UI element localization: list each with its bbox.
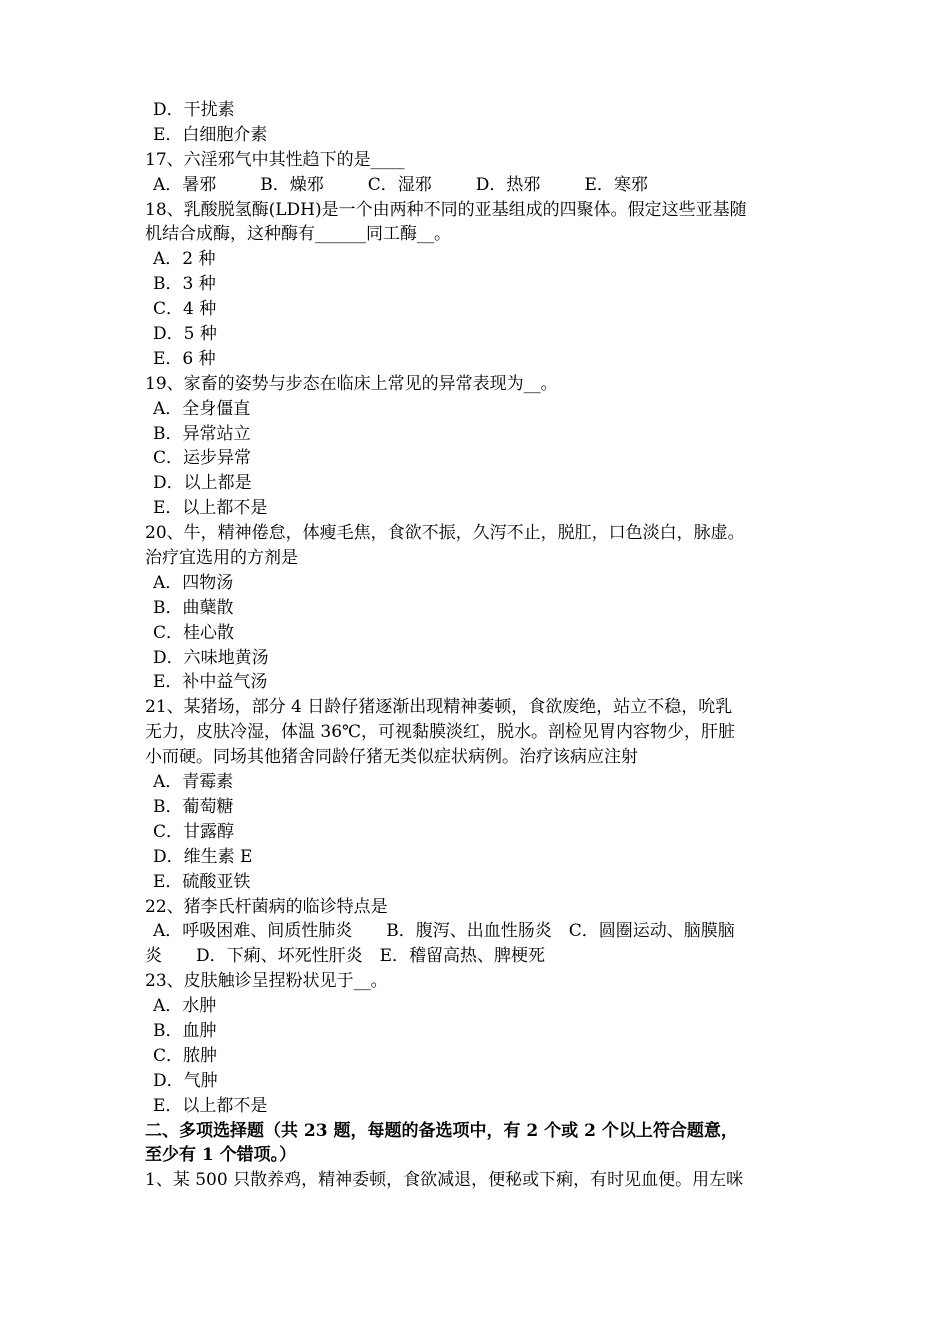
multi-question-1: 1、某 500 只散养鸡，精神委顿，食欲减退，便秘或下痢，有时见血便。用左咪: [145, 1170, 744, 1191]
option-line: C．脓肿: [153, 1045, 218, 1066]
question-21-line-2: 无力，皮肤冷湿，体温 36℃，可视黏膜淡红，脱水。剖检见胃内容物少，肝脏: [145, 722, 736, 743]
option-line: B．3 种: [153, 274, 216, 295]
option-line: A．全身僵直: [153, 398, 251, 419]
option-line: D．以上都是: [153, 473, 252, 494]
option-line: B．异常站立: [153, 423, 251, 444]
option-line: D．维生素 E: [153, 846, 253, 867]
option-line: A．水肿: [153, 996, 217, 1017]
option-line: B．血肿: [153, 1020, 217, 1041]
option-line: C．运步异常: [153, 448, 252, 469]
option-line: C．4 种: [153, 299, 217, 320]
option-line: D．干扰素: [153, 100, 235, 120]
question-21-line-1: 21、某猪场，部分 4 日龄仔猪逐渐出现精神萎顿，食欲废绝，站立不稳，吮乳: [145, 697, 733, 718]
option: D．热邪: [475, 174, 541, 195]
section-heading-line-1: 二、多项选择题（共 23 题，每题的备选项中，有 2 个或 2 个以上符合题意，: [145, 1120, 738, 1141]
option-line: E．以上都不是: [153, 498, 268, 519]
option-line: C．桂心散: [153, 622, 235, 643]
question-19: 19、家畜的姿势与步态在临床上常见的异常表现为__。: [145, 373, 558, 394]
question-21-line-3: 小而硬。同场其他猪舍同龄仔猪无类似症状病例。治疗该病应注射: [145, 747, 638, 768]
option-line: A．青霉素: [153, 772, 234, 793]
question-17-options: [145, 173, 810, 198]
option-line: E．白细胞介素: [153, 124, 268, 145]
question-20-line-2: 治疗宜选用的方剂是: [145, 548, 298, 569]
option-line: B．葡萄糖: [153, 796, 234, 817]
option: E．寒邪: [584, 174, 648, 195]
section-heading-line-2: 至少有 1 个错项。）: [145, 1145, 297, 1166]
option: B．燥邪: [260, 174, 324, 195]
question-22-options-line-1: A．呼吸困难、间质性肺炎 B．腹泻、出血性肠炎 C．圆圈运动、脑膜脑: [153, 921, 735, 942]
question-18-line-2: 机结合成酶，这种酶有______同工酶__。: [145, 224, 451, 245]
option: A．暑邪: [153, 174, 217, 195]
option-line: E．硫酸亚铁: [153, 871, 251, 892]
option-line: E．以上都不是: [153, 1095, 268, 1116]
question-20-line-1: 20、牛，精神倦怠，体瘦毛焦，食欲不振，久泻不止，脱肛，口色淡白，脉虚。: [145, 523, 745, 544]
option-line: D．气肿: [153, 1070, 218, 1091]
question-18-line-1: 18、乳酸脱氢酶(LDH)是一个由两种不同的亚基组成的四聚体。假定这些亚基随: [145, 199, 747, 220]
document-page: [145, 98, 810, 1193]
option-line: E．6 种: [153, 348, 216, 369]
question-22-options-line-2: 炎 D．下痢、坏死性肝炎 E．稽留高热、脾梗死: [145, 946, 546, 967]
option-line: D．六味地黄汤: [153, 647, 269, 668]
question-17: 17、六淫邪气中其性趋下的是____: [145, 149, 405, 170]
option-line: D．5 种: [153, 324, 217, 345]
option-line: E．补中益气汤: [153, 672, 268, 693]
option-line: A．2 种: [153, 249, 216, 270]
question-23: 23、皮肤触诊呈捏粉状见于__。: [145, 971, 388, 992]
option: C．湿邪: [367, 174, 432, 195]
option-line: A．四物汤: [153, 572, 234, 593]
option-line: C．甘露醇: [153, 821, 235, 842]
option-line: B．曲蘖散: [153, 597, 234, 618]
question-22: 22、猪李氏杆菌病的临诊特点是: [145, 896, 388, 917]
